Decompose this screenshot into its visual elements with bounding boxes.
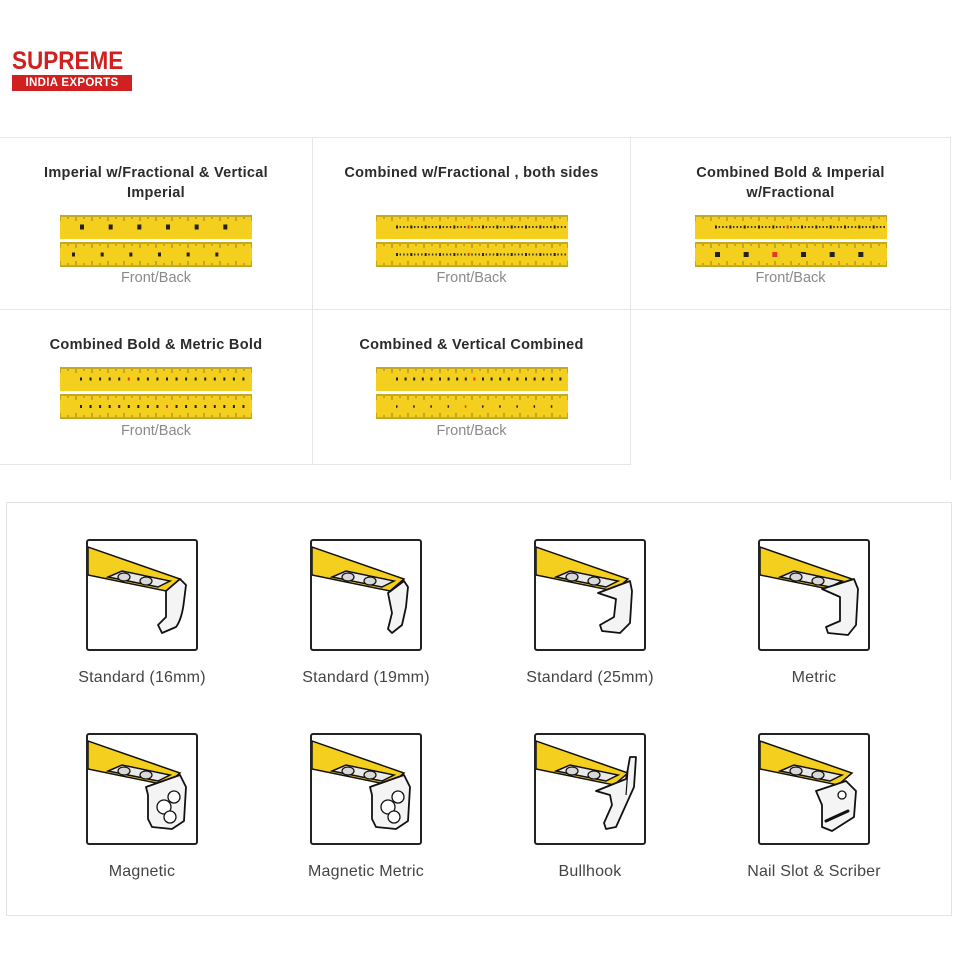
hook-label: Magnetic — [108, 863, 176, 880]
hook-label: Metric — [791, 669, 837, 686]
tape-blade-image — [376, 215, 568, 267]
hook-type-item — [30, 539, 254, 687]
metric-hook-icon — [758, 539, 870, 651]
hook-label: Nail Slot & Scriber — [747, 863, 881, 880]
blade-caption: Front/Back — [120, 423, 192, 439]
hook-type-item — [702, 539, 926, 687]
blade-caption: Front/Back — [436, 270, 507, 286]
standard-hook-icon — [86, 539, 198, 651]
hook-label: Standard (16mm) — [78, 669, 206, 686]
brand-logo[interactable] — [12, 48, 134, 91]
blade-type-title: Combined w/Fractional , both sides — [344, 165, 599, 181]
blade-type-title: Imperial w/Fractional & Vertical Imperial — [44, 165, 268, 201]
nail-slot-scriber-hook-icon — [758, 733, 870, 845]
blade-type-card — [0, 310, 313, 465]
hook-type-item — [254, 733, 478, 881]
blade-caption: Front/Back — [120, 270, 192, 286]
blade-type-title: Combined & Vertical Combined — [359, 337, 584, 353]
blade-caption: Front/Back — [436, 423, 507, 439]
tape-blade-image — [60, 367, 252, 419]
hook-type-item — [478, 539, 702, 687]
blade-type-card — [0, 137, 313, 310]
brand-name: SUPREME — [12, 47, 124, 75]
bullhook-icon — [534, 733, 646, 845]
tape-blade-image — [376, 367, 568, 419]
hook-type-item — [254, 539, 478, 687]
empty-card — [631, 310, 951, 480]
blade-type-card — [313, 137, 631, 310]
hook-label: Standard (19mm) — [302, 669, 430, 686]
blade-type-card — [313, 310, 631, 465]
hook-label: Standard (25mm) — [526, 669, 654, 686]
magnetic-hook-icon — [86, 733, 198, 845]
blade-types-grid — [0, 137, 952, 465]
hook-type-item — [702, 733, 926, 881]
blade-type-card — [631, 137, 951, 310]
tape-blade-image — [695, 215, 887, 267]
standard-hook-icon — [310, 539, 422, 651]
tape-blade-image — [60, 215, 252, 267]
hook-label: Bullhook — [558, 863, 622, 880]
hook-label: Magnetic Metric — [308, 863, 424, 880]
magnetic-metric-hook-icon — [310, 733, 422, 845]
hook-types-panel — [6, 502, 952, 916]
blade-type-title: Combined Bold & Metric Bold — [49, 337, 263, 353]
blade-caption: Front/Back — [755, 270, 826, 286]
standard-hook-icon — [534, 539, 646, 651]
hook-type-item — [30, 733, 254, 881]
hook-type-item — [478, 733, 702, 881]
brand-tagline: INDIA EXPORTS — [12, 75, 132, 91]
blade-type-title: Combined Bold & Imperial w/Fractional — [696, 165, 885, 201]
